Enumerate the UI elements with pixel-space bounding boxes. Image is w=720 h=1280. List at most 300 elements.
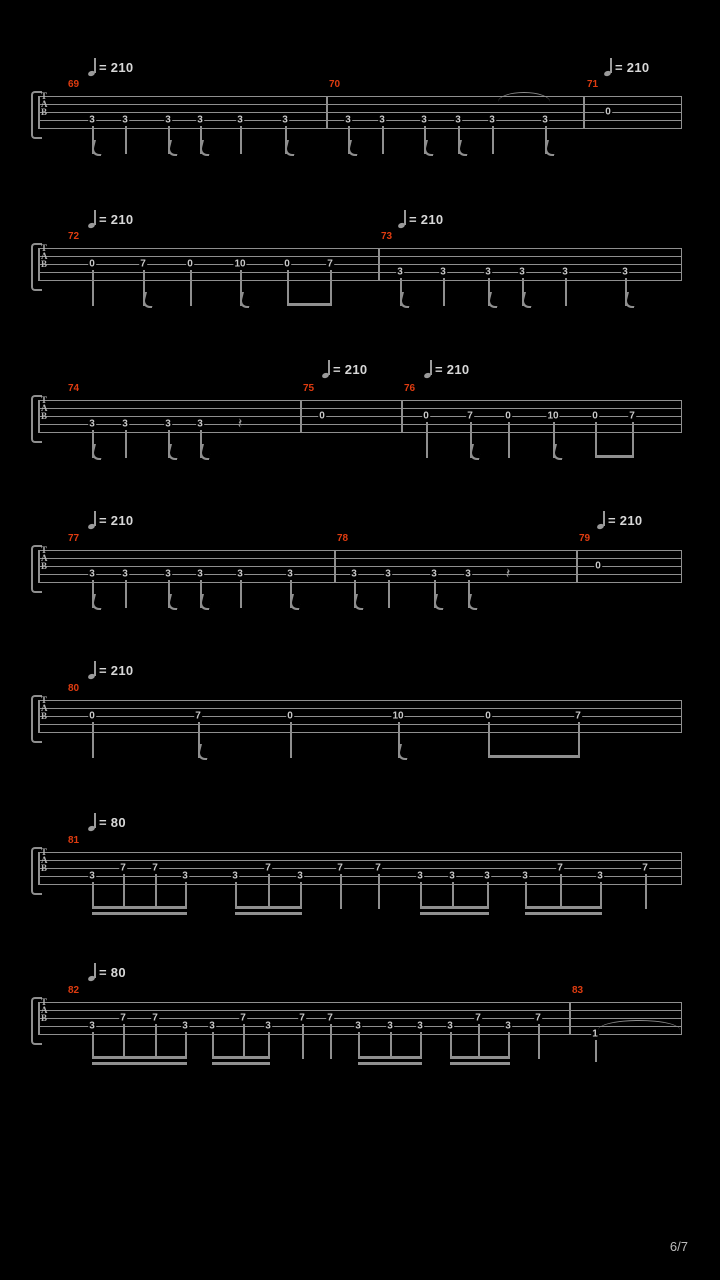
note-stem bbox=[123, 874, 125, 909]
fret-number: 0 bbox=[284, 258, 290, 270]
tempo-marking: = 80 bbox=[88, 965, 126, 981]
staff-line bbox=[38, 582, 682, 583]
barline bbox=[300, 400, 302, 433]
staff-line bbox=[38, 272, 682, 273]
fret-number: 3 bbox=[505, 1020, 511, 1032]
staff-line bbox=[38, 280, 682, 281]
note-stem bbox=[287, 270, 289, 306]
fret-number: 7 bbox=[195, 710, 201, 722]
note-flag bbox=[166, 140, 181, 156]
beam bbox=[358, 1062, 422, 1065]
tempo-marking: = 210 bbox=[604, 60, 649, 76]
note-stem bbox=[560, 874, 562, 909]
note-flag bbox=[198, 594, 213, 610]
start-barline bbox=[38, 400, 40, 433]
start-barline bbox=[38, 96, 40, 129]
note-flag bbox=[398, 292, 413, 308]
staff-line bbox=[38, 724, 682, 725]
note-flag bbox=[456, 140, 471, 156]
note-stem bbox=[508, 422, 510, 458]
barline bbox=[378, 248, 380, 281]
note-stem bbox=[185, 882, 187, 909]
fret-number: 3 bbox=[122, 418, 128, 430]
tab-clef: T A B bbox=[41, 997, 48, 1023]
staff-line bbox=[38, 876, 682, 877]
note-flag bbox=[288, 594, 303, 610]
tie bbox=[498, 92, 550, 102]
tab-clef: T A B bbox=[41, 545, 48, 571]
note-stem bbox=[645, 874, 647, 909]
staff-line bbox=[38, 700, 682, 701]
measure-number: 77 bbox=[68, 533, 80, 544]
note-stem bbox=[92, 882, 94, 909]
note-stem bbox=[600, 882, 602, 909]
fret-number: 7 bbox=[375, 862, 381, 874]
beam bbox=[212, 1056, 270, 1059]
start-barline bbox=[38, 550, 40, 583]
tab-clef: T A B bbox=[41, 243, 48, 269]
note-flag bbox=[238, 292, 253, 308]
fret-number: 3 bbox=[89, 418, 95, 430]
staff-line bbox=[38, 550, 682, 551]
tempo-marking: = 80 bbox=[88, 815, 126, 831]
fret-number: 3 bbox=[355, 1020, 361, 1032]
tab-staff bbox=[38, 985, 682, 1040]
fret-number: 3 bbox=[287, 568, 293, 580]
fret-number: 3 bbox=[182, 1020, 188, 1032]
fret-number: 3 bbox=[417, 870, 423, 882]
note-flag bbox=[198, 444, 213, 460]
fret-number: 3 bbox=[455, 114, 461, 126]
measure-number: 73 bbox=[381, 231, 393, 242]
beam bbox=[92, 906, 187, 909]
note-stem bbox=[492, 126, 494, 154]
staff-line bbox=[38, 416, 682, 417]
quarter-note-icon bbox=[398, 212, 407, 228]
start-barline bbox=[38, 700, 40, 733]
fret-number: 0 bbox=[89, 258, 95, 270]
note-stem bbox=[508, 1032, 510, 1059]
barline bbox=[334, 550, 336, 583]
measure-number: 69 bbox=[68, 79, 80, 90]
fret-number: 7 bbox=[575, 710, 581, 722]
note-stem bbox=[578, 722, 580, 758]
note-stem bbox=[268, 1032, 270, 1059]
measure-number: 78 bbox=[337, 533, 349, 544]
note-stem bbox=[632, 422, 634, 458]
barline bbox=[583, 96, 585, 129]
fret-number: 3 bbox=[379, 114, 385, 126]
tab-staff bbox=[38, 683, 682, 734]
fret-number: 0 bbox=[89, 710, 95, 722]
note-stem bbox=[478, 1024, 480, 1059]
note-stem bbox=[235, 882, 237, 909]
note-flag bbox=[196, 744, 211, 760]
note-flag bbox=[422, 140, 437, 156]
fret-number: 7 bbox=[265, 862, 271, 874]
tempo-marking: = 210 bbox=[398, 212, 443, 228]
fret-number: 10 bbox=[392, 710, 404, 722]
staff-line bbox=[38, 732, 682, 733]
quarter-note-icon bbox=[604, 60, 613, 76]
barline bbox=[576, 550, 578, 583]
fret-number: 3 bbox=[197, 568, 203, 580]
tempo-marking: = 210 bbox=[88, 663, 133, 679]
fret-number: 0 bbox=[187, 258, 193, 270]
note-flag bbox=[623, 292, 638, 308]
fret-number: 3 bbox=[417, 1020, 423, 1032]
measure-number: 80 bbox=[68, 683, 80, 694]
end-barline bbox=[681, 852, 683, 885]
note-flag bbox=[543, 140, 558, 156]
quarter-note-icon bbox=[322, 362, 331, 378]
note-stem bbox=[330, 270, 332, 306]
note-stem bbox=[123, 1024, 125, 1059]
measure-number: 74 bbox=[68, 383, 80, 394]
fret-number: 3 bbox=[237, 568, 243, 580]
fret-number: 0 bbox=[319, 410, 325, 422]
note-stem bbox=[426, 422, 428, 458]
beam bbox=[92, 1056, 187, 1059]
start-barline bbox=[38, 1002, 40, 1035]
end-barline bbox=[681, 550, 683, 583]
note-stem bbox=[378, 874, 380, 909]
fret-number: 3 bbox=[182, 870, 188, 882]
note-stem bbox=[388, 580, 390, 608]
fret-number: 3 bbox=[197, 114, 203, 126]
measure-number: 70 bbox=[329, 79, 341, 90]
staff-line bbox=[38, 852, 682, 853]
tab-staff bbox=[38, 383, 682, 434]
note-stem bbox=[330, 1024, 332, 1059]
tempo-marking: = 210 bbox=[88, 513, 133, 529]
note-flag bbox=[396, 744, 411, 760]
note-stem bbox=[300, 882, 302, 909]
staff-line bbox=[38, 1034, 682, 1035]
fret-number: 0 bbox=[592, 410, 598, 422]
beam bbox=[488, 755, 580, 758]
fret-number: 3 bbox=[431, 568, 437, 580]
staff-line bbox=[38, 574, 682, 575]
beam bbox=[212, 1062, 270, 1065]
beam bbox=[595, 455, 634, 458]
fret-number: 3 bbox=[282, 114, 288, 126]
quarter-note-icon bbox=[88, 513, 97, 529]
fret-number: 3 bbox=[562, 266, 568, 278]
end-barline bbox=[681, 400, 683, 433]
fret-number: 7 bbox=[327, 1012, 333, 1024]
note-stem bbox=[125, 126, 127, 154]
note-stem bbox=[155, 1024, 157, 1059]
fret-number: 0 bbox=[485, 710, 491, 722]
fret-number: 3 bbox=[449, 870, 455, 882]
start-barline bbox=[38, 248, 40, 281]
fret-number: 3 bbox=[232, 870, 238, 882]
end-barline bbox=[681, 248, 683, 281]
note-stem bbox=[420, 1032, 422, 1059]
note-flag bbox=[90, 594, 105, 610]
note-stem bbox=[420, 882, 422, 909]
measure-number: 76 bbox=[404, 383, 416, 394]
tab-clef: T A B bbox=[41, 695, 48, 721]
staff-line bbox=[38, 1018, 682, 1019]
fret-number: 7 bbox=[467, 410, 473, 422]
staff-line bbox=[38, 400, 682, 401]
staff-line bbox=[38, 248, 682, 249]
fret-number: 7 bbox=[240, 1012, 246, 1024]
fret-number: 3 bbox=[265, 1020, 271, 1032]
beam bbox=[450, 1062, 510, 1065]
note-stem bbox=[390, 1032, 392, 1059]
beam bbox=[92, 912, 187, 915]
note-stem bbox=[185, 1032, 187, 1059]
note-stem bbox=[212, 1032, 214, 1059]
tab-clef: T A B bbox=[41, 395, 48, 421]
fret-number: 7 bbox=[337, 862, 343, 874]
fret-number: 0 bbox=[505, 410, 511, 422]
measure-number: 83 bbox=[572, 985, 584, 996]
beam bbox=[525, 906, 602, 909]
note-flag bbox=[166, 594, 181, 610]
rest-symbol: 𝄽 bbox=[505, 564, 511, 583]
note-flag bbox=[352, 594, 367, 610]
note-stem bbox=[240, 126, 242, 154]
fret-number: 3 bbox=[542, 114, 548, 126]
measure-number: 72 bbox=[68, 231, 80, 242]
note-stem bbox=[565, 278, 567, 306]
fret-number: 7 bbox=[152, 1012, 158, 1024]
fret-number: 7 bbox=[557, 862, 563, 874]
beam bbox=[525, 912, 602, 915]
measure-number: 79 bbox=[579, 533, 591, 544]
page-number: 6/7 bbox=[669, 1239, 688, 1254]
note-stem bbox=[125, 430, 127, 458]
fret-number: 3 bbox=[485, 266, 491, 278]
note-flag bbox=[551, 444, 566, 460]
note-stem bbox=[125, 580, 127, 608]
fret-number: 3 bbox=[351, 568, 357, 580]
fret-number: 3 bbox=[421, 114, 427, 126]
note-stem bbox=[595, 1040, 597, 1062]
measure-number: 75 bbox=[303, 383, 315, 394]
staff-line bbox=[38, 408, 682, 409]
fret-number: 3 bbox=[165, 418, 171, 430]
staff-line bbox=[38, 1002, 682, 1003]
tab-staff bbox=[38, 79, 682, 130]
fret-number: 3 bbox=[89, 568, 95, 580]
fret-number: 3 bbox=[165, 114, 171, 126]
fret-number: 3 bbox=[89, 870, 95, 882]
fret-number: 3 bbox=[622, 266, 628, 278]
staff-line bbox=[38, 120, 682, 121]
staff-line bbox=[38, 128, 682, 129]
measure-number: 81 bbox=[68, 835, 80, 846]
note-stem bbox=[538, 1024, 540, 1059]
note-stem bbox=[488, 722, 490, 758]
quarter-note-icon bbox=[88, 663, 97, 679]
fret-number: 3 bbox=[519, 266, 525, 278]
note-stem bbox=[487, 882, 489, 909]
fret-number: 3 bbox=[387, 1020, 393, 1032]
quarter-note-icon bbox=[88, 212, 97, 228]
beam bbox=[92, 1062, 187, 1065]
fret-number: 3 bbox=[297, 870, 303, 882]
fret-number: 3 bbox=[397, 266, 403, 278]
note-stem bbox=[340, 874, 342, 909]
note-stem bbox=[92, 1032, 94, 1059]
fret-number: 3 bbox=[440, 266, 446, 278]
staff-line bbox=[38, 884, 682, 885]
note-stem bbox=[240, 580, 242, 608]
staff-line bbox=[38, 96, 682, 97]
fret-number: 7 bbox=[535, 1012, 541, 1024]
note-flag bbox=[468, 444, 483, 460]
fret-number: 7 bbox=[642, 862, 648, 874]
fret-number: 3 bbox=[197, 418, 203, 430]
fret-number: 3 bbox=[89, 114, 95, 126]
fret-number: 7 bbox=[327, 258, 333, 270]
note-flag bbox=[346, 140, 361, 156]
fret-number: 7 bbox=[120, 862, 126, 874]
note-stem bbox=[302, 1024, 304, 1059]
note-stem bbox=[290, 722, 292, 758]
end-barline bbox=[681, 96, 683, 129]
note-flag bbox=[90, 444, 105, 460]
tie bbox=[598, 1020, 680, 1030]
fret-number: 7 bbox=[152, 862, 158, 874]
fret-number: 3 bbox=[522, 870, 528, 882]
barline bbox=[401, 400, 403, 433]
end-barline bbox=[681, 1002, 683, 1035]
tempo-marking: = 210 bbox=[597, 513, 642, 529]
fret-number: 3 bbox=[209, 1020, 215, 1032]
fret-number: 3 bbox=[122, 568, 128, 580]
barline bbox=[326, 96, 328, 129]
end-barline bbox=[681, 700, 683, 733]
measure-number: 71 bbox=[587, 79, 599, 90]
fret-number: 10 bbox=[234, 258, 246, 270]
staff-line bbox=[38, 1010, 682, 1011]
fret-number: 10 bbox=[547, 410, 559, 422]
fret-number: 3 bbox=[237, 114, 243, 126]
staff-line bbox=[38, 566, 682, 567]
fret-number: 3 bbox=[89, 1020, 95, 1032]
beam bbox=[287, 303, 332, 306]
fret-number: 7 bbox=[629, 410, 635, 422]
fret-number: 0 bbox=[605, 106, 611, 118]
note-flag bbox=[90, 140, 105, 156]
note-flag bbox=[466, 594, 481, 610]
note-stem bbox=[358, 1032, 360, 1059]
staff-line bbox=[38, 424, 682, 425]
fret-number: 3 bbox=[345, 114, 351, 126]
staff-line bbox=[38, 708, 682, 709]
rest-symbol: 𝄽 bbox=[237, 414, 243, 433]
quarter-note-icon bbox=[88, 965, 97, 981]
tab-staff bbox=[38, 533, 682, 584]
staff-line bbox=[38, 112, 682, 113]
note-stem bbox=[92, 722, 94, 758]
tab-clef: T A B bbox=[41, 847, 48, 873]
note-flag bbox=[198, 140, 213, 156]
fret-number: 7 bbox=[299, 1012, 305, 1024]
barline bbox=[569, 1002, 571, 1035]
quarter-note-icon bbox=[597, 513, 606, 529]
staff-line bbox=[38, 104, 682, 105]
tempo-marking: = 210 bbox=[322, 362, 367, 378]
note-stem bbox=[382, 126, 384, 154]
note-stem bbox=[190, 270, 192, 306]
beam bbox=[358, 1056, 422, 1059]
fret-number: 1 bbox=[592, 1028, 598, 1040]
quarter-note-icon bbox=[88, 60, 97, 76]
staff-line bbox=[38, 868, 682, 869]
staff-line bbox=[38, 860, 682, 861]
note-stem bbox=[92, 270, 94, 306]
note-stem bbox=[595, 422, 597, 458]
note-flag bbox=[486, 292, 501, 308]
fret-number: 0 bbox=[287, 710, 293, 722]
fret-number: 3 bbox=[447, 1020, 453, 1032]
note-stem bbox=[443, 278, 445, 306]
fret-number: 3 bbox=[484, 870, 490, 882]
fret-number: 3 bbox=[122, 114, 128, 126]
note-flag bbox=[432, 594, 447, 610]
note-stem bbox=[243, 1024, 245, 1059]
start-barline bbox=[38, 852, 40, 885]
staff-line bbox=[38, 716, 682, 717]
fret-number: 7 bbox=[140, 258, 146, 270]
note-flag bbox=[166, 444, 181, 460]
note-flag bbox=[283, 140, 298, 156]
fret-number: 0 bbox=[595, 560, 601, 572]
tempo-marking: = 210 bbox=[424, 362, 469, 378]
measure-number: 82 bbox=[68, 985, 80, 996]
beam bbox=[420, 912, 489, 915]
beam bbox=[420, 906, 489, 909]
note-stem bbox=[452, 882, 454, 909]
tempo-marking: = 210 bbox=[88, 60, 133, 76]
fret-number: 3 bbox=[465, 568, 471, 580]
fret-number: 3 bbox=[165, 568, 171, 580]
note-stem bbox=[155, 874, 157, 909]
tab-clef: T A B bbox=[41, 91, 48, 117]
beam bbox=[235, 906, 302, 909]
fret-number: 0 bbox=[423, 410, 429, 422]
tab-staff bbox=[38, 835, 682, 886]
staff-line bbox=[38, 264, 682, 265]
quarter-note-icon bbox=[424, 362, 433, 378]
staff-line bbox=[38, 558, 682, 559]
beam bbox=[450, 1056, 510, 1059]
note-stem bbox=[450, 1032, 452, 1059]
tab-staff bbox=[38, 231, 682, 282]
tempo-marking: = 210 bbox=[88, 212, 133, 228]
note-flag bbox=[141, 292, 156, 308]
beam bbox=[235, 912, 302, 915]
fret-number: 3 bbox=[385, 568, 391, 580]
note-stem bbox=[268, 874, 270, 909]
note-stem bbox=[525, 882, 527, 909]
staff-line bbox=[38, 256, 682, 257]
fret-number: 3 bbox=[489, 114, 495, 126]
quarter-note-icon bbox=[88, 815, 97, 831]
fret-number: 7 bbox=[475, 1012, 481, 1024]
fret-number: 3 bbox=[597, 870, 603, 882]
note-flag bbox=[520, 292, 535, 308]
fret-number: 7 bbox=[120, 1012, 126, 1024]
staff-line bbox=[38, 432, 682, 433]
